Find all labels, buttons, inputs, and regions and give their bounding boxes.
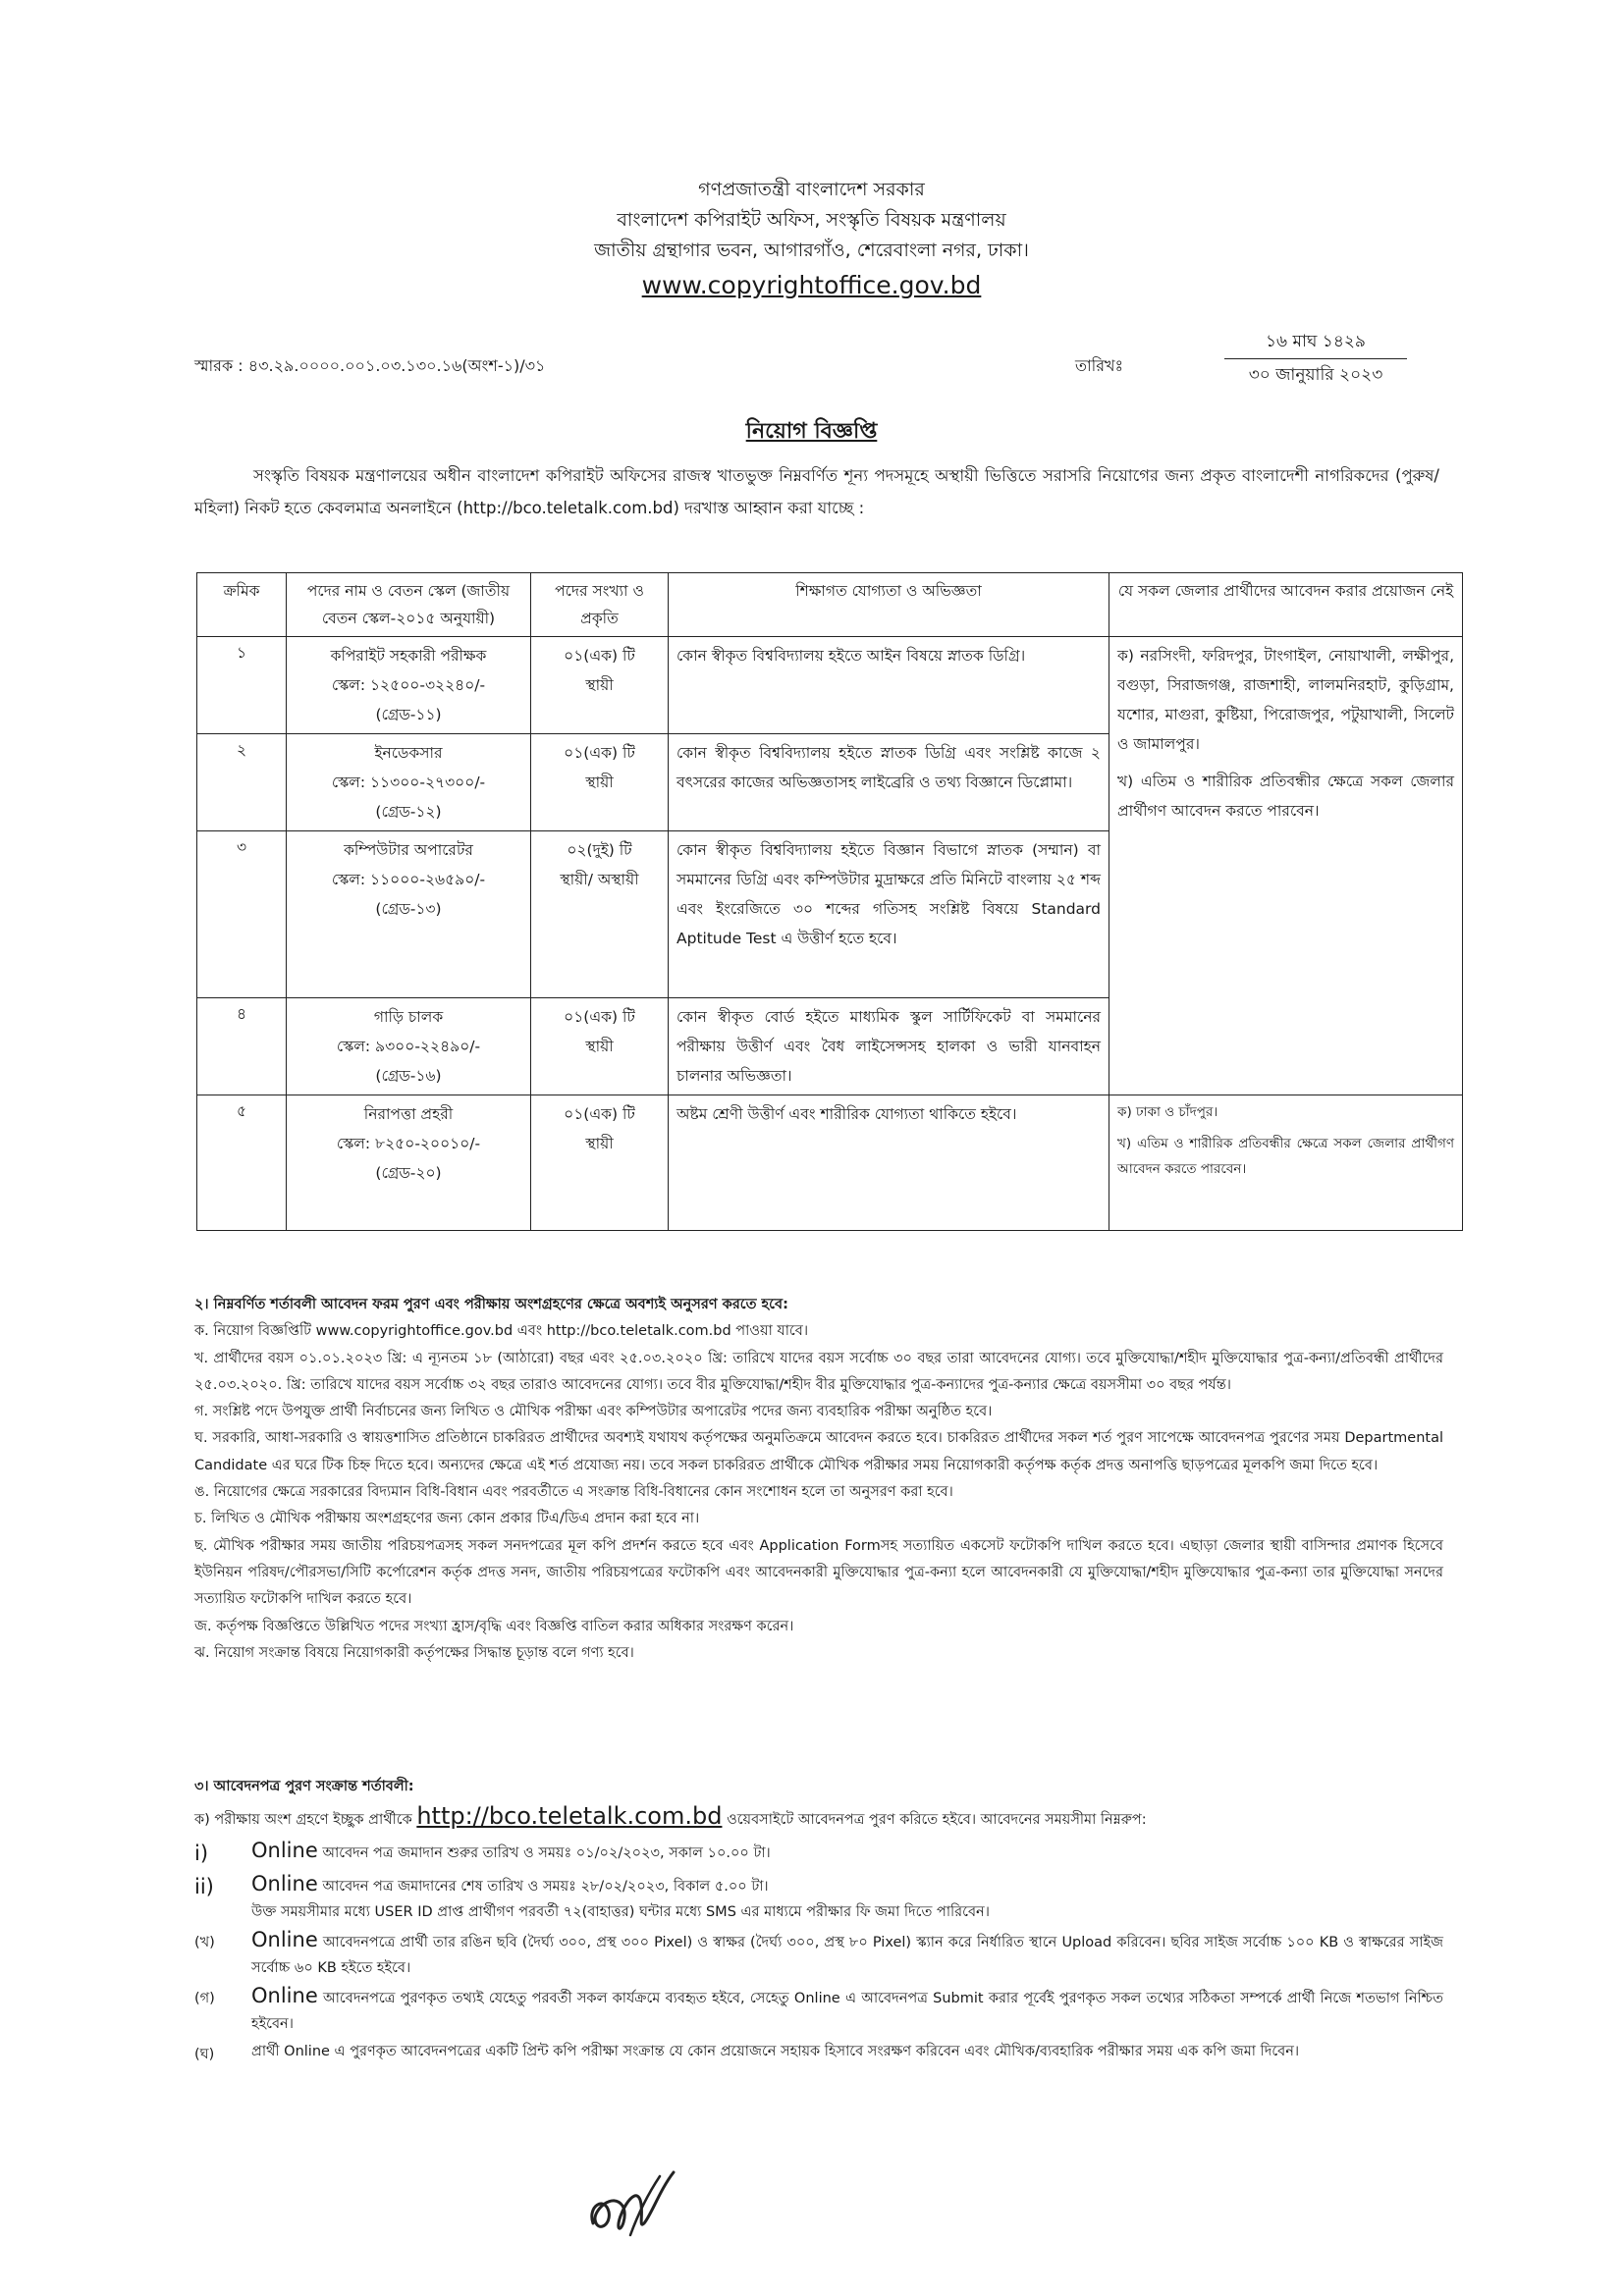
office-address: জাতীয় গ্রন্থাগার ভবন, আগারগাঁও, শেরেবাংলা নগর, ঢাকা। [594, 240, 1029, 261]
section-heading: ২। নিম্নবর্ণিত শর্তাবলী আবেদন ফরম পুরণ এবং পরীক্ষায় অংশগ্রহণের ক্ষেত্রে অবশ্যই অনুসরণ করতে হবে: [194, 1297, 788, 1312]
header-count: পদের সংখ্যা ও প্রকৃতি [531, 573, 669, 637]
post-count: ০১(এক) টি [564, 1105, 635, 1123]
list-item: (খ) Online আবেদনপত্রে প্রার্থী তার রঙিন ছবি (দৈর্ঘ্য ৩০০, প্রস্থ ৩০০ Pixel) ও স্বাক্ষর (দৈর্ঘ্য ৩০০, প্রস্থ ৮০ Pixel) স্ক্যান করে নির্ধারিত স্থানে Upload করিবেন। ছবির সাইজ সর্বোচ্চ ১০০ KB ও স্বাক্ষরের সাইজ সর্বোচ্চ ৬০ KB হইতে হইবে। [194, 1927, 1443, 1981]
cell-count [531, 1095, 669, 1231]
post-grade: (গ্রেড-১৬) [375, 1067, 442, 1085]
post-grade: (গ্রেড-১৩) [375, 900, 442, 918]
posts-table [196, 572, 1463, 1231]
item-marker: ii) [194, 1875, 214, 1898]
condition-item: ঘ. সরকারি, আধা-সরকারি ও স্বায়ত্তশাসিত প্রতিষ্ঠানে চাকরিরত প্রার্থীদের অবশ্যই যথাযথ কর্তৃপক্ষের অনুমতিক্রমে আবেদন করতে হবে। চাকরিরত প্রার্থীদের সকল শর্ত পুরণ সাপেক্ষে আবেদনপত্র পুরণের সময় Departmental Candidate এর ঘরে টিক চিহ্ন দিতে হবে। অন্যদের ক্ষেত্রে এই শর্ত প্রযোজ্য নয়। তবে সকল চাকরিরত প্রার্থীকে মৌখিক পরীক্ষার সময় নিয়োগকারী কর্তৃপক্ষ কর্তৃক প্রদত্ত অনাপত্তি ছাড়পত্রের মূলকপি জমা দিতে হবে। [194, 1430, 1443, 1473]
condition-item: চ. লিখিত ও মৌখিক পরীক্ষায় অংশগ্রহণের জন্য কোন প্রকার টিএ/ডিএ প্রদান করা হবে না। [194, 1511, 700, 1527]
table-row [197, 1095, 1463, 1231]
cell-count [531, 734, 669, 831]
post-name: কপিরাইট সহকারী পরীক্ষক [330, 647, 487, 665]
cell-districts-group-2 [1109, 1095, 1463, 1231]
intro-paragraph: সংস্কৃতি বিষয়ক মন্ত্রণালয়ের অধীন বাংলাদেশ কপিরাইট অফিসের রাজস্ব খাতভুক্ত নিম্নবর্ণিত শূন্য পদসমূহে অস্থায়ী ভিত্তিতে সরাসরি নিয়োগের জন্য প্রকৃত বাংলাদেশী নাগরিকদের (পুরুষ/মহিলা) নিকট হতে কেবলমাত্র অনলাইনে (http://bco.teletalk.com.bd) দরখাস্ত আহ্বান করা যাচ্ছে : [194, 466, 1439, 517]
condition-item: ঙ. নিয়োগের ক্ষেত্রে সরকারের বিদ্যমান বিধি-বিধান এবং পরবর্তীতে এ সংক্রান্ত বিধি-বিধানের কোন সংশোধন হলে তা অনুসরণ করা হবে। [194, 1484, 953, 1501]
cell-count [531, 998, 669, 1095]
item-marker: (গ) [194, 1991, 215, 2006]
government-name: গণপ্রজাতন্ত্রী বাংলাদেশ সরকার [698, 179, 925, 200]
list-item: i) Online আবেদন পত্র জমাদান শুরুর তারিখ ও সময়ঃ ০১/০২/২০২৩, সকাল ১০.০০ টা। [194, 1838, 1443, 1869]
table-header-row [197, 573, 1463, 637]
header-qualification: শিক্ষাগত যোগ্যতা ও অভিজ্ঞতা [669, 573, 1109, 637]
post-nature: স্থায়ী [585, 1038, 614, 1055]
date-english: ৩০ জানুয়ারি ২০২৩ [1248, 365, 1383, 385]
post-nature: স্থায়ী [585, 676, 614, 694]
office-name: বাংলাদেশ কপিরাইট অফিস, সংস্কৃতি বিষয়ক মন্ত্রণালয় [617, 209, 1006, 231]
section-heading: ৩। আবেদনপত্র পুরণ সংক্রান্ত শর্তাবলী: [194, 1779, 414, 1794]
item-marker: i) [194, 1842, 209, 1865]
cell-post [287, 637, 531, 734]
post-nature: স্থায়ী/ অস্থায়ী [560, 871, 639, 888]
condition-item: খ. প্রার্থীদের বয়স ০১.০১.২০২৩ খ্রি: এ ন্যূনতম ১৮ (আঠারো) বছর এবং ২৫.০৩.২০২০ খ্রি: তারিখে যাদের বয়স সর্বোচ্চ ৩০ বছর তারা আবেদনের যোগ্য। তবে মুক্তিযোদ্ধা/শহীদ মুক্তিযোদ্ধার পুত্র-কন্যা/প্রতিবন্ধী প্রার্থীদের ২৫.০৩.২০২০. খ্রি: তারিখে যাদের বয়স সর্বোচ্চ ৩২ বছর তারাও আবেদনের যোগ্য। তবে বীর মুক্তিযোদ্ধা/শহীদ বীর মুক্তিযোদ্ধার পুত্র-কন্যাদের পুত্র-কন্যার ক্ষেত্রে বয়সসীমা ৩০ বছর পর্যন্ত। [194, 1350, 1443, 1393]
condition-item: ছ. মৌখিক পরীক্ষার সময় জাতীয় পরিচয়পত্রসহ সকল সনদপত্রের মূল কপি প্রদর্শন করতে হবে এবং Application Formসহ সত্যায়িত একসেট ফটোকপি দাখিল করতে হবে। এছাড়া জেলার স্থায়ী বাসিন্দার প্রমাণক হিসেবে ইউনিয়ন পরিষদ/পৌরসভা/সিটি কর্পোরেশন কর্তৃক প্রদত্ত সনদ, জাতীয় পরিচয়পত্রের ফটোকপি এবং আবেদনকারী মুক্তিযোদ্ধার পুত্র-কন্যা হলে আবেদনকারী যে মুক্তিযোদ্ধা/শহীদ মুক্তিযোদ্ধার পুত্র-কন্যা তার মুক্তিযোদ্ধা সনদের সত্যায়িত ফটোকপি দাখিল করতে হবে। [194, 1537, 1443, 1608]
header-districts: যে সকল জেলার প্রার্থীদের আবেদন করার প্রয়োজন নেই [1109, 573, 1463, 637]
conditions-section [194, 1292, 1443, 1667]
condition-item: ঝ. নিয়োগ সংক্রান্ত বিষয়ে নিয়োগকারী কর্তৃপক্ষের সিদ্ধান্ত চূড়ান্ত বলে গণ্য হবে। [194, 1644, 634, 1661]
cell-qualification: কোন স্বীকৃত বিশ্ববিদ্যালয় হইতে বিজ্ঞান বিভাগে স্নাতক (সম্মান) বা সমমানের ডিগ্রি এবং কম্পিউটার মুদ্রাক্ষরে প্রতি মিনিটে বাংলায় ২৫ শব্দ এবং ইংরেজিতে ৩০ শব্দের গতিসহ সংশ্লিষ্ট বিষয়ে Standard Aptitude Test এ উত্তীর্ণ হতে হবে। [669, 831, 1109, 998]
post-count: ০১(এক) টি [564, 647, 635, 665]
application-section [194, 1773, 1443, 2070]
letterhead [0, 175, 1623, 302]
districts-exception: খ) এতিম ও শারীরিক প্রতিবন্ধীর ক্ষেত্রে সকল জেলার প্রার্থীগণ আবেদন করতে পারবেন। [1117, 773, 1454, 820]
item-marker: (ঘ) [194, 2047, 215, 2062]
cell-districts-group-1 [1109, 637, 1463, 1095]
cell-post [287, 831, 531, 998]
cell-qualification: কোন স্বীকৃত বিশ্ববিদ্যালয় হইতে স্নাতক ডিগ্রি এবং সংশ্লিষ্ট কাজে ২ বৎসরের কাজের অভিজ্ঞতাসহ লাইব্রেরি ও তথ্য বিজ্ঞানে ডিপ্লোমা। [669, 734, 1109, 831]
post-count: ০১(এক) টি [564, 1008, 635, 1026]
cell-serial: ৪ [197, 998, 287, 1095]
districts-excluded: ক) নরসিংদী, ফরিদপুর, টাংগাইল, নোয়াখালী, লক্ষীপুর, বগুড়া, সিরাজগঞ্জ, রাজশাহী, লালমনিরহাট, কুড়িগ্রাম, যশোর, মাগুরা, কুষ্টিয়া, পিরোজপুর, পটুয়াখালী, সিলেট ও জামালপুর। [1117, 647, 1454, 753]
cell-qualification: কোন স্বীকৃত বিশ্ববিদ্যালয় হইতে আইন বিষয়ে স্নাতক ডিগ্রি। [669, 637, 1109, 734]
condition-item: ক. নিয়োগ বিজ্ঞপ্তিটি www.copyrightoffice.gov.bd এবং http://bco.teletalk.com.bd পাওয়া যাবে। [194, 1323, 809, 1340]
districts-exception: খ) এতিম ও শারীরিক প্রতিবন্ধীর ক্ষেত্রে সকল জেলার প্রার্থীগণ আবেদন করতে পারবেন। [1117, 1136, 1454, 1177]
post-grade: (গ্রেড-২০) [375, 1164, 442, 1182]
cell-serial: ৫ [197, 1095, 287, 1231]
cell-post [287, 734, 531, 831]
cell-qualification: কোন স্বীকৃত বোর্ড হইতে মাধ্যমিক স্কুল সার্টিফিকেট বা সমমানের পরীক্ষায় উত্তীর্ণ এবং বৈধ লাইসেন্সসহ হালকা ও ভারী যানবাহন চালনার অভিজ্ঞতা। [669, 998, 1109, 1095]
post-grade: (গ্রেড-১২) [375, 803, 442, 821]
post-name: গাড়ি চালক [373, 1008, 444, 1026]
post-nature: স্থায়ী [585, 1135, 614, 1152]
date-block [1224, 327, 1407, 391]
condition-item: জ. কর্তৃপক্ষ বিজ্ঞপ্তিতে উল্লিখিত পদের সংখ্যা হ্রাস/বৃদ্ধি এবং বিজ্ঞপ্তি বাতিল করার অধিকার সংরক্ষণ করেন। [194, 1618, 794, 1634]
post-name: নিরাপত্তা প্রহরী [363, 1105, 454, 1123]
page-title: নিয়োগ বিজ্ঞপ্তি [745, 419, 878, 444]
memo-number: স্মারক : ৪৩.২৯.০০০০.০০১.০৩.১৩০.১৬(অংশ-১)/৩১ [194, 356, 546, 375]
post-count: ০১(এক) টি [564, 744, 635, 762]
cell-post [287, 998, 531, 1095]
districts-excluded: ক) ঢাকা ও চাঁদপুর। [1117, 1104, 1218, 1120]
list-item: (ঘ) প্রার্থী Online এ পুরণকৃত আবেদনপত্রের একটি প্রিন্ট কপি পরীক্ষা সংক্রান্ত যে কোন প্রয়োজনে সহায়ক হিসাবে সংরক্ষণ করিবেন এবং মৌখিক/ব্যবহারিক পরীক্ষার সময় এক কপি জমা দিবেন। [194, 2039, 1443, 2070]
post-grade: (গ্রেড-১১) [375, 706, 442, 723]
post-name: কম্পিউটার অপারেটর [344, 841, 473, 859]
post-scale: স্কেল: ৮২৫০-২০০১০/- [336, 1135, 481, 1152]
cell-serial: ২ [197, 734, 287, 831]
condition-item: গ. সংশ্লিষ্ট পদে উপযুক্ত প্রার্থী নির্বাচনের জন্য লিখিত ও মৌখিক পরীক্ষা এবং কম্পিউটার অপারেটর পদের জন্য ব্যবহারিক পরীক্ষা অনুষ্ঠিত হবে। [194, 1404, 993, 1420]
post-scale: স্কেল: ১২৫০০-৩২২৪০/- [331, 676, 486, 694]
teletalk-link[interactable]: http://bco.teletalk.com.bd [416, 1802, 723, 1830]
post-name: ইনডেকসার [374, 744, 443, 762]
cell-serial: ১ [197, 637, 287, 734]
header-serial: ক্রমিক [197, 573, 287, 637]
cell-qualification: অষ্টম শ্রেণী উত্তীর্ণ এবং শারীরিক যোগ্যতা থাকিতে হইবে। [669, 1095, 1109, 1231]
date-label: তারিখঃ [1075, 356, 1124, 375]
post-scale: স্কেল: ১১৩০০-২৭৩০০/- [331, 774, 486, 791]
date-bangla: ১৬ মাঘ ১৪২৯ [1224, 327, 1407, 359]
cell-count [531, 637, 669, 734]
cell-post [287, 1095, 531, 1231]
header-post: পদের নাম ও বেতন স্কেল (জাতীয় বেতন স্কেল-২০১৫ অনুযায়ী) [287, 573, 531, 637]
item-marker: (খ) [194, 1935, 215, 1950]
list-item: (গ) Online আবেদনপত্রে পুরণকৃত তথ্যই যেহেতু পরবর্তী সকল কার্যক্রমে ব্যবহৃত হইবে, সেহেতু Online এ আবেদনপত্র Submit করার পূর্বেই পুরণকৃত সকল তথ্যের সঠিকতা সম্পর্কে প্রার্থী নিজে শতভাগ নিশ্চিত হইবেন। [194, 1983, 1443, 2037]
signature [579, 2155, 697, 2243]
post-scale: স্কেল: ১১০০০-২৬৫৯০/- [331, 871, 486, 888]
website-link[interactable]: www.copyrightoffice.gov.bd [641, 271, 982, 299]
table-row [197, 637, 1463, 734]
post-count: ০২(দুই) টি [567, 841, 632, 859]
cell-serial: ৩ [197, 831, 287, 998]
post-scale: স্কেল: ৯৩০০-২২৪৯০/- [336, 1038, 481, 1055]
application-intro: ক) পরীক্ষায় অংশ গ্রহণে ইচ্ছুক প্রার্থীকে http://bco.teletalk.com.bd ওয়েবসাইটে আবেদনপত্র পুরণ করিতে হইবে। আবেদনের সময়সীমা নিম্নরুপ: [194, 1802, 1147, 1830]
list-item: ii) Online আবেদন পত্র জমাদানের শেষ তারিখ ও সময়ঃ ২৮/০২/২০২৩, বিকাল ৫.০০ টা। উক্ত সময়সীমার মধ্যে USER ID প্রাপ্ত প্রার্থীগণ পরবর্তী ৭২(বাহাত্তর) ঘন্টার মধ্যে SMS এর মাধ্যমে পরীক্ষার ফি জমা দিতে পারিবেন। [194, 1871, 1443, 1925]
cell-count [531, 831, 669, 998]
post-nature: স্থায়ী [585, 774, 614, 791]
